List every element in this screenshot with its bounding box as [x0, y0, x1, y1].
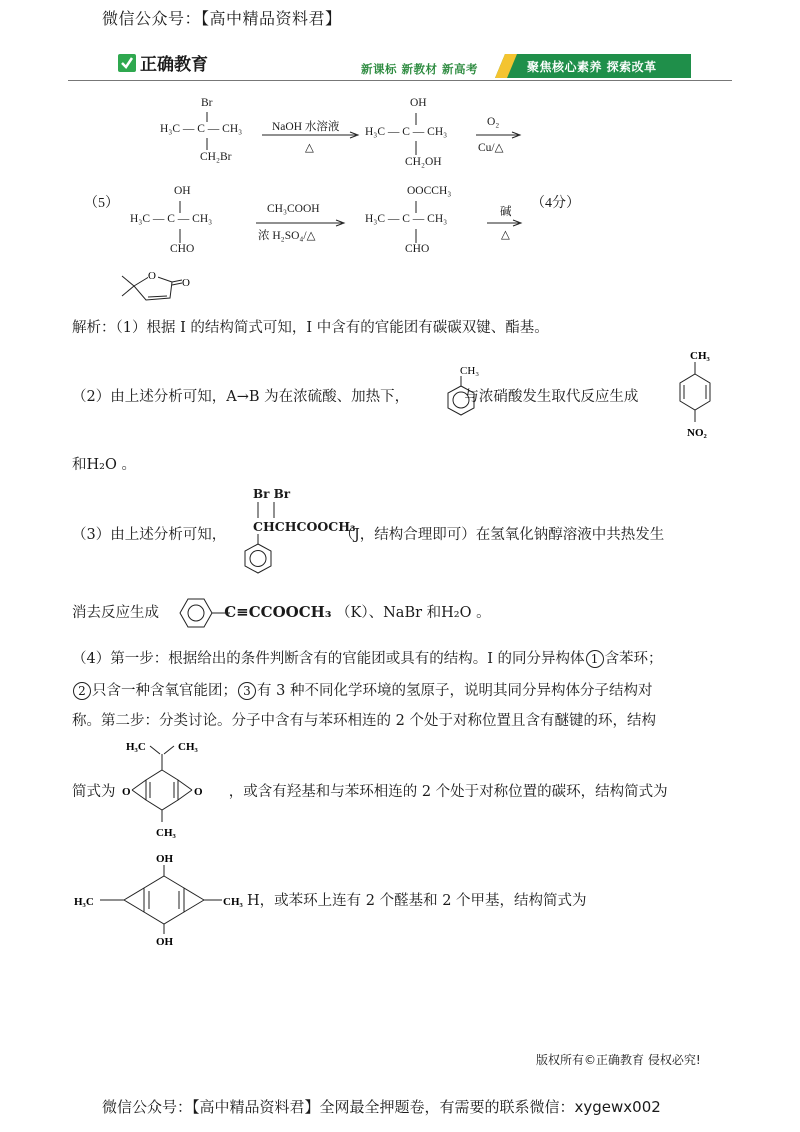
- arrow1-bottom: △: [305, 142, 314, 154]
- nitrotoluene-structure: [670, 342, 732, 442]
- header-divider: [68, 80, 732, 81]
- arrow1: [262, 131, 360, 139]
- footer-wechat: 微信公众号：【高中精品资料君】全网最全押题卷，有需要的联系微信：xygewx002: [102, 1098, 661, 1116]
- circle-3: 3: [238, 682, 256, 700]
- r4-bonds: [414, 199, 418, 245]
- r4-oocch3: OOCCH₃: [407, 185, 452, 197]
- arrow4: [487, 219, 523, 227]
- analysis-p4-2a: 只含一种含氧官能团；: [92, 683, 237, 699]
- logo-text: 正确教育: [140, 55, 208, 75]
- arrow4-bottom: △: [501, 229, 510, 241]
- r1-bonds: [205, 110, 209, 152]
- logo: [118, 50, 208, 75]
- analysis-p1: 解析：（1）根据 I 的结构简式可知，I 中含有的官能团有碳碳双键、酯基。: [72, 320, 549, 336]
- isomer2-structure: [72, 848, 248, 948]
- arrow3: [256, 219, 346, 227]
- toluene-structure: [438, 362, 484, 422]
- isomer1-ch3-top: CH₃: [178, 741, 198, 753]
- scheme-label: （5）: [84, 196, 119, 211]
- r3-oh: OH: [174, 185, 191, 197]
- scheme-score: （4分）: [531, 196, 580, 211]
- copyright: 版权所有©正确教育 侵权必究!: [536, 1053, 701, 1067]
- arrow2-bottom: Cu/△: [478, 142, 504, 154]
- isomer1-h3c: H₃C: [126, 741, 146, 753]
- isomer1-o-left: O: [122, 786, 131, 798]
- isomer2-oh-top: OH: [156, 853, 174, 865]
- j-br: Br Br: [253, 487, 291, 501]
- nitrotoluene-no2: NO₂: [687, 427, 707, 439]
- analysis-p3a: （3）由上述分析可知，: [72, 527, 227, 543]
- analysis-p6: H，或苯环上连有 2 个醛基和 2 个甲基，结构简式为: [247, 893, 587, 909]
- r4-cho: CHO: [405, 243, 430, 255]
- circle-2: 2: [73, 682, 91, 700]
- nitrotoluene-ch3: CH₃: [690, 350, 710, 362]
- header-slogan: 新课标 新教材 新高考: [361, 62, 479, 76]
- isomer2-h3c: H₃C: [74, 896, 94, 908]
- analysis-p3c-line: [72, 598, 732, 627]
- analysis-p3b: （J，结构合理即可）在氢氧化钠醇溶液中共热发生: [339, 527, 665, 543]
- analysis-p4-line2: [72, 677, 732, 705]
- analysis-p5b: ，或含有羟基和与苯环相连的 2 个处于对称位置的碳环，结构简式为: [228, 784, 668, 800]
- k-chain: C≡CCOOCH₃: [224, 603, 332, 621]
- r3-bonds: [178, 199, 182, 245]
- arrow3-bottom: 浓 H₂SO₄/△: [258, 230, 316, 242]
- arrow3-top: CH₃COOH: [267, 203, 320, 215]
- r4-main: H₃C — C — CH₃: [365, 213, 448, 225]
- lactone-o2: O: [182, 277, 190, 289]
- analysis-p2b: 与浓硝酸发生取代反应生成: [464, 389, 639, 405]
- r1-br: Br: [201, 97, 213, 109]
- r2-main: H₃C — C — CH₃: [365, 126, 448, 138]
- analysis-p2a: （2）由上述分析可知，A→B 为在浓硫酸、加热下，: [72, 389, 410, 405]
- k-benzene: [172, 597, 232, 629]
- isomer2-oh-bottom: OH: [156, 936, 174, 948]
- arrow1-top: NaOH 水溶液: [272, 121, 340, 133]
- isomer2-ch3: CH₃: [223, 896, 243, 908]
- analysis-p3: [72, 521, 732, 549]
- analysis-p4-1b: 含苯环；: [604, 651, 663, 667]
- header-wechat: 微信公众号：【高中精品资料君】: [102, 9, 342, 28]
- r1-ch2br: CH₂Br: [200, 151, 232, 163]
- analysis-p3d: （K）、NaBr 和H₂O 。: [336, 605, 491, 621]
- r3-cho: CHO: [170, 243, 195, 255]
- analysis-p4-1: （4）第一步：根据给出的条件判断含有的官能团或具有的结构。I 的同分异构体: [72, 651, 585, 667]
- toluene-ch3: CH₃: [460, 365, 480, 377]
- analysis-p4-3: 称。第二步：分类讨论。分子中含有与苯环相连的 2 个处于对称位置且含有醚键的环，结构: [72, 713, 656, 729]
- arrow2: [476, 131, 522, 139]
- isomer1-o-right: O: [194, 786, 203, 798]
- analysis-p3c: 消去反应生成: [72, 605, 159, 621]
- isomer1-ch3-bottom: CH₃: [156, 827, 176, 839]
- r2-bonds: [414, 111, 418, 157]
- lactone-o: O: [148, 270, 156, 282]
- arrow2-top: O₂: [487, 116, 500, 128]
- analysis-p5a: 简式为: [72, 784, 116, 800]
- analysis-p2: [72, 383, 732, 411]
- r2-oh: OH: [410, 97, 427, 109]
- r3-main: H₃C — C — CH₃: [130, 213, 213, 225]
- lactone-structure: [118, 268, 200, 306]
- analysis-p2c: 和H₂O 。: [72, 457, 136, 473]
- analysis-p4-line1: [72, 645, 732, 673]
- analysis-p4-2b: 有 3 种不同化学环境的氢原子，说明其同分异构体分子结构对: [257, 683, 653, 699]
- r2-ch2oh: CH₂OH: [405, 156, 442, 168]
- circle-1: 1: [586, 650, 604, 668]
- j-structure: [240, 500, 280, 582]
- isomer1-structure: [112, 734, 222, 844]
- banner-text: 聚焦核心素养 探索改革: [527, 60, 657, 74]
- arrow4-top: 碱: [500, 206, 512, 218]
- r1-main: H₃C — C — CH₃: [160, 123, 243, 135]
- j-chain: CHCHCOOCH₃: [253, 519, 356, 534]
- check-icon: [118, 54, 136, 72]
